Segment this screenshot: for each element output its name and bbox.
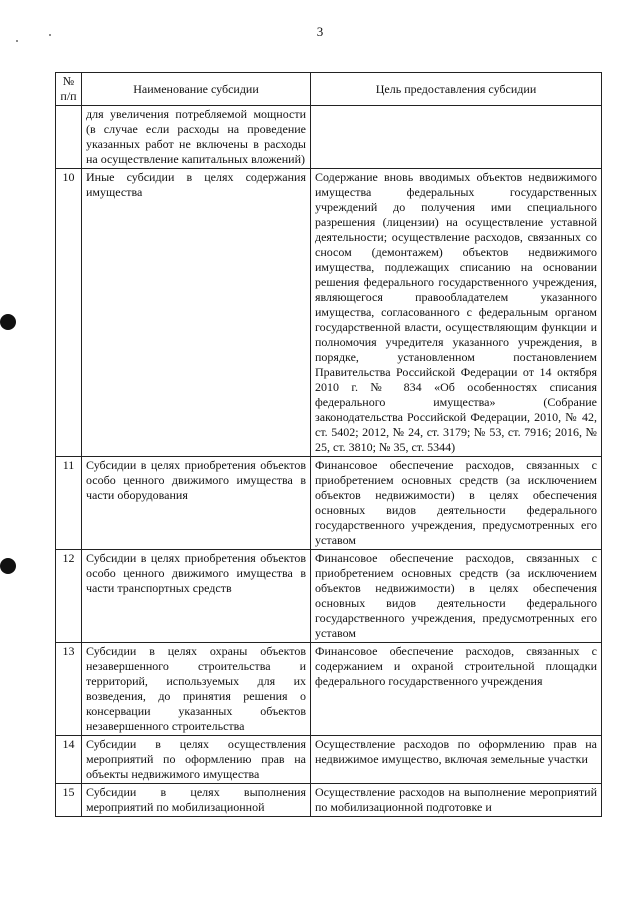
table-row	[56, 550, 602, 643]
row-number: 13	[56, 643, 82, 736]
row-name: Субсидии в целях выполнения мероприятий по мобилизационной	[82, 784, 311, 817]
row-name: для увеличения потребляемой мощности (в случае если расходы на проведение указанных работ не включены в расходы на осуществление капитальных вложений)	[82, 106, 311, 169]
table-row	[56, 736, 602, 784]
header-purpose: Цель предоставления субсидии	[311, 73, 602, 106]
row-number: 15	[56, 784, 82, 817]
subsidies-table	[55, 72, 602, 817]
row-number: 11	[56, 457, 82, 550]
table-row	[56, 457, 602, 550]
row-name: Субсидии в целях приобретения объектов особо ценного движимого имущества в части оборудования	[82, 457, 311, 550]
row-number	[56, 106, 82, 169]
row-purpose: Финансовое обеспечение расходов, связанных с содержанием и охраной строительной площадки федерального государственного учреждения	[311, 643, 602, 736]
row-purpose: Осуществление расходов на выполнение мероприятий по мобилизационной подготовке и	[311, 784, 602, 817]
header-name: Наименование субсидии	[82, 73, 311, 106]
row-purpose	[311, 106, 602, 169]
table-row	[56, 169, 602, 457]
row-purpose: Финансовое обеспечение расходов, связанных с приобретением основных средств (за исключением объектов недвижимости) в целях обеспечения основных видов деятельности федерального государственного учреждения, предусмотренных его уставом	[311, 550, 602, 643]
row-number: 10	[56, 169, 82, 457]
table-row	[56, 106, 602, 169]
table-row	[56, 784, 602, 817]
table-header-row	[56, 73, 602, 106]
table-row	[56, 643, 602, 736]
row-name: Субсидии в целях осуществления мероприятий по оформлению прав на объекты недвижимого имущества	[82, 736, 311, 784]
row-number: 12	[56, 550, 82, 643]
scan-speck	[16, 40, 18, 42]
row-name: Субсидии в целях приобретения объектов особо ценного движимого имущества в части транспортных средств	[82, 550, 311, 643]
punch-hole-mark	[0, 558, 16, 574]
row-purpose: Содержание вновь вводимых объектов недвижимого имущества федеральных государственных учреждений до получения ими специального разрешения (лицензии) на осуществление уставной деятельности; осуществление расходов, связанных со сносом (демонтажем) объектов недвижимого имущества, подлежащих списанию на основании решения федерального государственного учреждения, являющегося правообладателем указанного имущества, согласованного с федеральным органом государственной власти, осуществляющим функции и полномочия учредителя указанного учреждения, в порядке, установленном постановлением Правительства Российской Федерации от 14 октября 2010 г. № 834 «Об особенностях списания федерального имущества» (Собрание законодательства Российской Федерации, 2010, № 42, ст. 5402; 2012, № 24, ст. 3179; № 53, ст. 7916; 2016, № 25, ст. 3810; № 35, ст. 5344)	[311, 169, 602, 457]
scan-speck	[49, 34, 51, 36]
header-number: № п/п	[56, 73, 82, 106]
row-purpose: Финансовое обеспечение расходов, связанных с приобретением основных средств (за исключением объектов недвижимости) в целях обеспечения основных видов деятельности федерального государственного учреждения, предусмотренных его уставом	[311, 457, 602, 550]
punch-hole-mark	[0, 314, 16, 330]
row-purpose: Осуществление расходов по оформлению прав на недвижимое имущество, включая земельные участки	[311, 736, 602, 784]
row-number: 14	[56, 736, 82, 784]
page-number: 3	[316, 24, 324, 39]
row-name: Субсидии в целях охраны объектов незавершенного строительства и территорий, используемых для их возведения, до принятия решения о консервации указанных объектов незавершенного строительства	[82, 643, 311, 736]
row-name: Иные субсидии в целях содержания имущества	[82, 169, 311, 457]
